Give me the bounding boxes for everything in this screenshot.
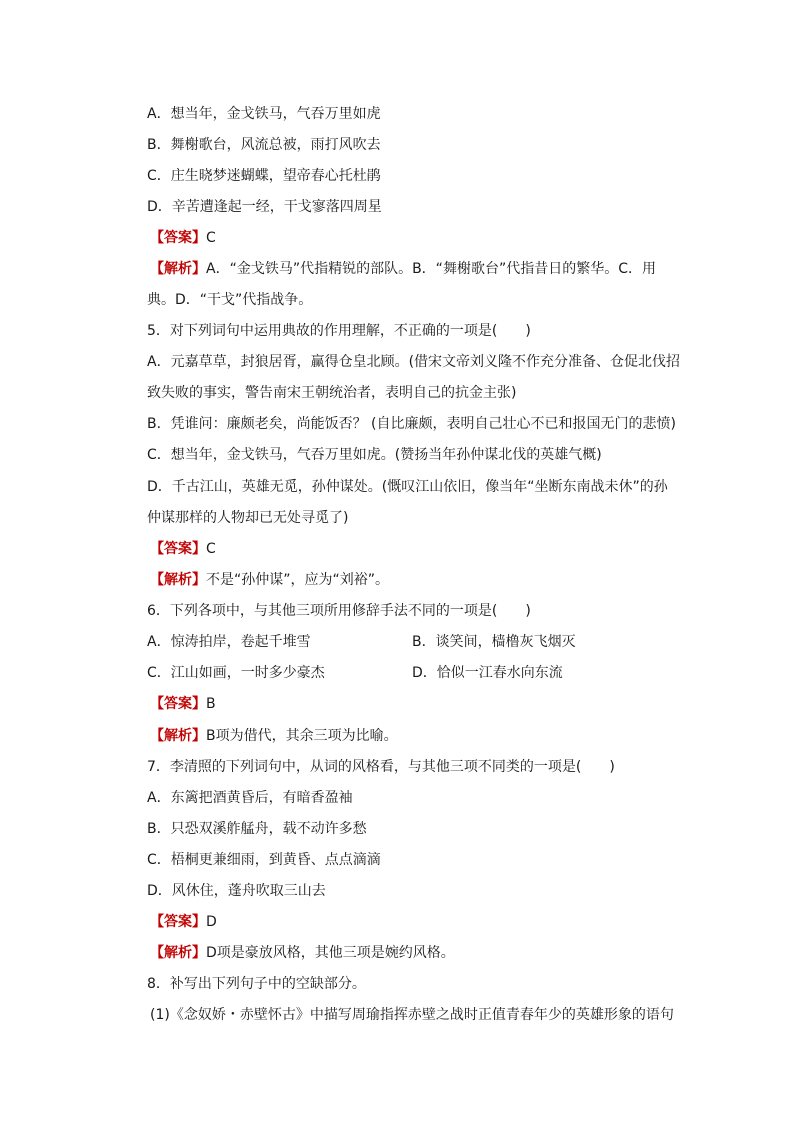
answer-label: 【答案】 bbox=[150, 541, 206, 557]
q4-option-a: A．想当年，金戈铁马，气吞万里如虎 bbox=[147, 106, 381, 122]
analysis-label: 【解析】 bbox=[150, 728, 206, 744]
answer-label: 【答案】 bbox=[150, 230, 206, 246]
q4-answer bbox=[150, 228, 216, 248]
analysis-label: 【解析】 bbox=[150, 261, 206, 277]
answer-value: C bbox=[206, 230, 216, 246]
q4-option-d: D．辛苦遭逢起一经，干戈寥落四周星 bbox=[147, 199, 382, 215]
q8-sub-question-1: (1)《念奴娇・赤壁怀古》中描写周瑜指挥赤壁之战时正值青春年少的英雄形象的语句 bbox=[150, 1007, 674, 1023]
q5-option-c: C．想当年，金戈铁马，气吞万里如虎。(赞扬当年孙仲谋北伐的英雄气概) bbox=[147, 447, 602, 463]
q5-option-b: B．凭谁问：廉颇老矣，尚能饭否？ (自比廉颇，表明自己壮心不已和报国无门的悲愤) bbox=[147, 416, 676, 432]
q5-option-a: A．元嘉草草，封狼居胥，赢得仓皇北顾。(借宋文帝刘义隆不作充分准备、仓促北伐招 bbox=[147, 354, 681, 370]
q7-option-d: D．风休住，蓬舟吹取三山去 bbox=[147, 883, 326, 899]
answer-value: B bbox=[206, 696, 216, 712]
q6-option-d: D．恰似一江春水向东流 bbox=[412, 665, 563, 681]
q5-answer bbox=[150, 539, 216, 559]
q7-question: 7．李清照的下列词句中，从词的风格看，与其他三项不同类的一项是( ) bbox=[147, 759, 615, 775]
q6-analysis bbox=[150, 726, 398, 746]
analysis-text: A．“金戈铁马”代指精锐的部队。B．“舞榭歌台”代指昔日的繁华。C．用 bbox=[206, 261, 656, 277]
q7-answer bbox=[150, 912, 217, 932]
answer-label: 【答案】 bbox=[150, 696, 206, 712]
q4-analysis-cont: 典。D．“干戈”代指战争。 bbox=[147, 292, 313, 308]
q6-option-c: C．江山如画，一时多少豪杰 bbox=[147, 665, 325, 681]
q6-options-row-2 bbox=[147, 663, 667, 683]
analysis-text: B项为借代，其余三项为比喻。 bbox=[206, 728, 398, 744]
q8-question: 8．补写出下列句子中的空缺部分。 bbox=[147, 976, 366, 992]
q5-question: 5．对下列词句中运用典故的作用理解，不正确的一项是( ) bbox=[147, 323, 531, 339]
q4-analysis bbox=[150, 259, 656, 279]
answer-label: 【答案】 bbox=[150, 914, 206, 930]
analysis-text: 不是“孙仲谋”，应为“刘裕”。 bbox=[206, 572, 390, 588]
analysis-text: D项是豪放风格，其他三项是婉约风格。 bbox=[206, 945, 455, 961]
q6-answer bbox=[150, 694, 216, 714]
answer-value: C bbox=[206, 541, 216, 557]
analysis-label: 【解析】 bbox=[150, 945, 206, 961]
answer-value: D bbox=[206, 914, 217, 930]
q5-analysis bbox=[150, 570, 389, 590]
q6-question: 6．下列各项中，与其他三项所用修辞手法不同的一项是( ) bbox=[147, 603, 531, 619]
q7-analysis bbox=[150, 943, 455, 963]
q5-option-d-cont: 仲谋那样的人物却已无处寻觅了) bbox=[147, 510, 349, 526]
q7-option-a: A．东篱把酒黄昏后，有暗香盈袖 bbox=[147, 790, 353, 806]
q5-option-a-cont: 致失败的事实，警告南宋王朝统治者，表明自己的抗金主张) bbox=[147, 385, 517, 401]
q6-option-a: A．惊涛拍岸，卷起千堆雪 bbox=[147, 634, 311, 650]
q4-option-c: C．庄生晓梦迷蝴蝶，望帝春心托杜鹃 bbox=[147, 168, 381, 184]
analysis-label: 【解析】 bbox=[150, 572, 206, 588]
q6-options-row-1 bbox=[147, 632, 667, 652]
q6-option-b: B．谈笑间，樯橹灰飞烟灭 bbox=[412, 634, 576, 650]
q7-option-b: B．只恐双溪舴艋舟，载不动许多愁 bbox=[147, 821, 367, 837]
q5-option-d: D．千古江山，英雄无觅，孙仲谋处。(慨叹江山依旧，像当年“坐断东南战未休”的孙 bbox=[147, 479, 668, 495]
q7-option-c: C．梧桐更兼细雨，到黄昏、点点滴滴 bbox=[147, 852, 381, 868]
q4-option-b: B．舞榭歌台，风流总被，雨打风吹去 bbox=[147, 137, 381, 153]
